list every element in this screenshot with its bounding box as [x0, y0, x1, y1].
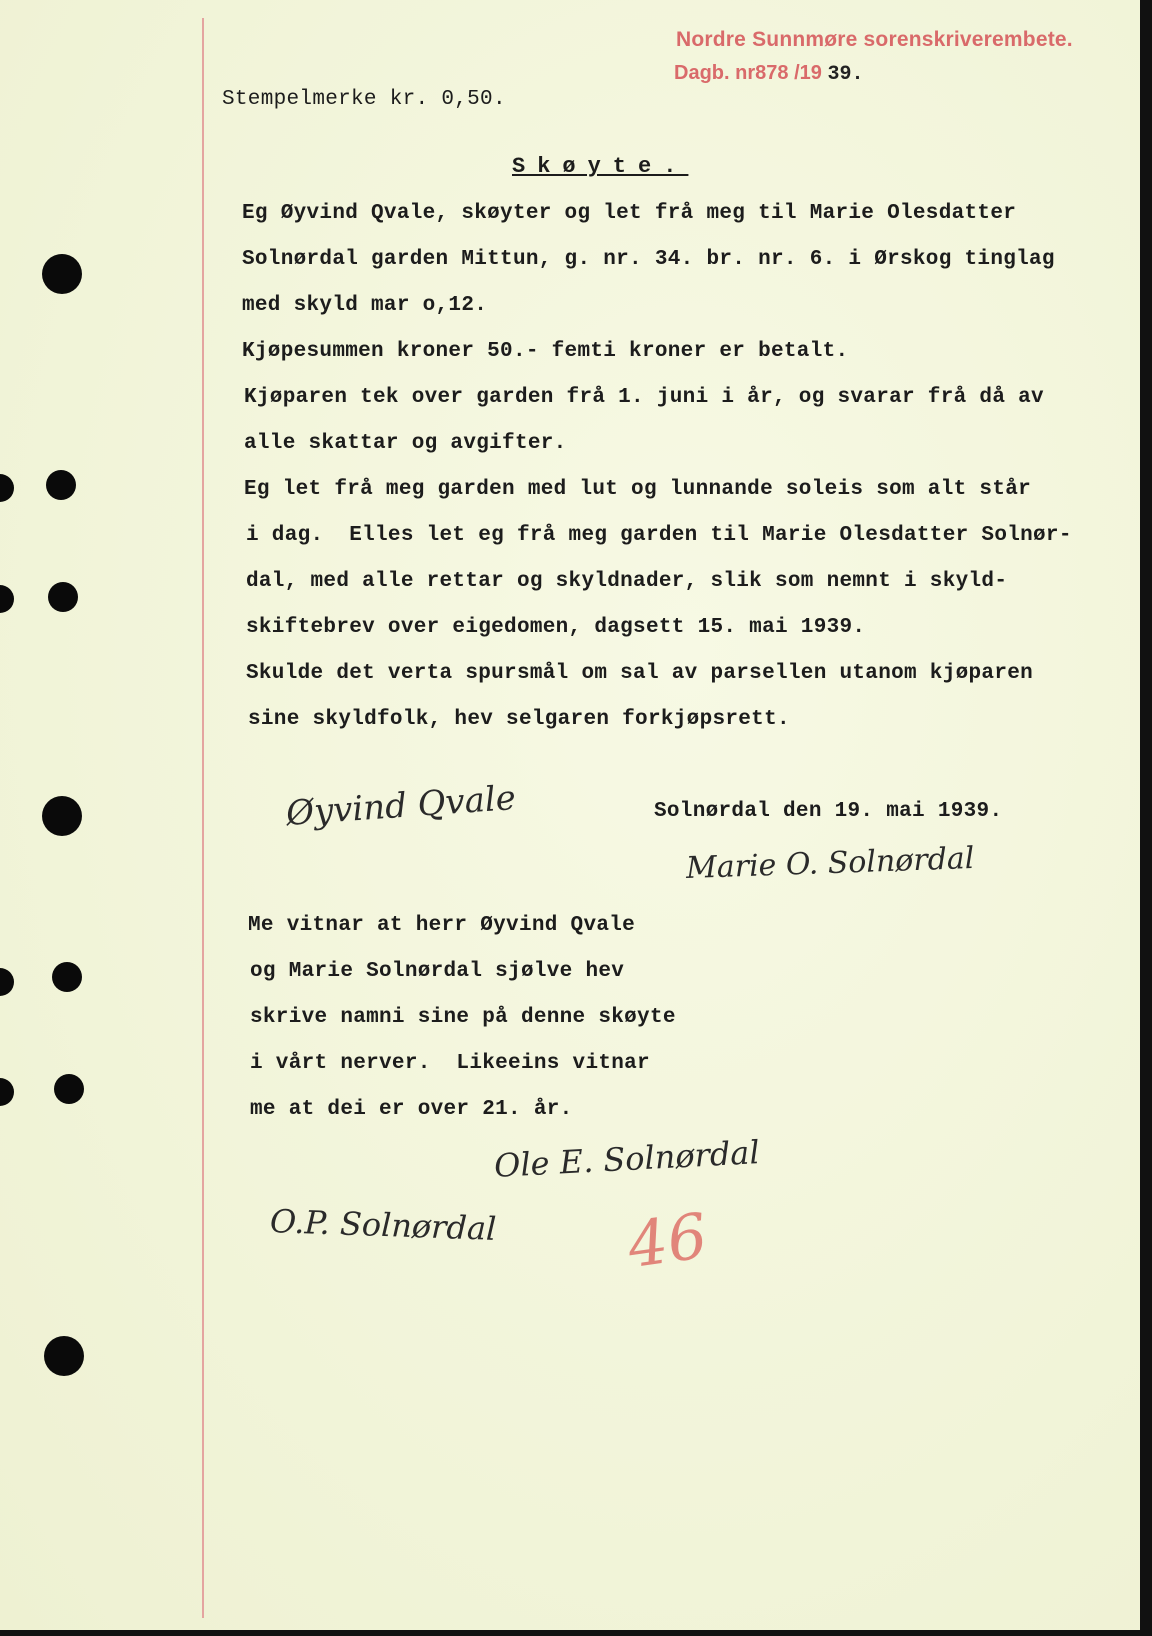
buyer-signature: Marie O. Solnørdal [685, 840, 975, 887]
seller-signature: Øyvind Qvale [284, 778, 518, 834]
body-line: sine skyldfolk, hev selgaren forkjøpsrett. [248, 708, 790, 731]
journal-year-prefix: /19 [794, 62, 822, 84]
punch-hole [42, 796, 82, 836]
punch-hole [46, 470, 76, 500]
witness-line: skrive namni sine på denne skøyte [250, 1006, 676, 1029]
punch-hole [0, 1078, 14, 1106]
witness-line: me at dei er over 21. år. [250, 1098, 573, 1121]
body-line: Skulde det verta spursmål om sal av parsellen utanom kjøparen [246, 662, 1034, 685]
page-mark: 46 [623, 1198, 712, 1283]
journal-number: 878 [755, 62, 789, 84]
body-line: Kjøpesummen kroner 50.- femti kroner er betalt. [242, 340, 849, 363]
punch-hole [52, 962, 82, 992]
body-line: med skyld mar o,12. [242, 294, 488, 317]
punch-hole [48, 582, 78, 612]
witness-line: og Marie Solnørdal sjølve hev [250, 960, 625, 983]
body-line: Eg Øyvind Qvale, skøyter og let frå meg til Marie Olesdatter [242, 202, 1017, 225]
witness-line: Me vitnar at herr Øyvind Qvale [248, 914, 636, 937]
journal-number-stamp [674, 62, 863, 86]
punch-hole [42, 254, 82, 294]
office-stamp: Nordre Sunnmøre sorenskriverembete. [676, 28, 1073, 51]
witness-signature-1: Ole E. Solnørdal [493, 1133, 761, 1185]
punch-hole [0, 474, 14, 502]
body-line: alle skattar og avgifter. [244, 432, 567, 455]
body-line: skiftebrev over eigedomen, dagsett 15. mai 1939. [246, 616, 866, 639]
journal-year: 39. [827, 63, 864, 86]
place-date: Solnørdal den 19. mai 1939. [654, 800, 1003, 823]
body-line: i dag. Elles let eg frå meg garden til Marie Olesdatter Solnør- [246, 524, 1072, 547]
body-line: Solnørdal garden Mittun, g. nr. 34. br. nr. 6. i Ørskog tinglag [242, 248, 1055, 271]
punch-hole [54, 1074, 84, 1104]
punch-hole [0, 585, 14, 613]
body-line: dal, med alle rettar og skyldnader, slik som nemnt i skyld- [246, 570, 1008, 593]
stamp-duty-line: Stempelmerke kr. 0,50. [222, 88, 506, 111]
witness-signature-2: O.P. Solnørdal [269, 1202, 497, 1248]
punch-hole [0, 968, 14, 996]
document-title: Skøyte. [512, 154, 689, 179]
witness-line: i vårt nerver. Likeeins vitnar [250, 1052, 650, 1075]
body-line: Kjøparen tek over garden frå 1. juni i år, og svarar frå då av [244, 386, 1044, 409]
body-line: Eg let frå meg garden med lut og lunnande soleis som alt står [244, 478, 1032, 501]
margin-rule [202, 18, 204, 1618]
journal-prefix: Dagb. nr [674, 62, 756, 84]
punch-hole [44, 1336, 84, 1376]
